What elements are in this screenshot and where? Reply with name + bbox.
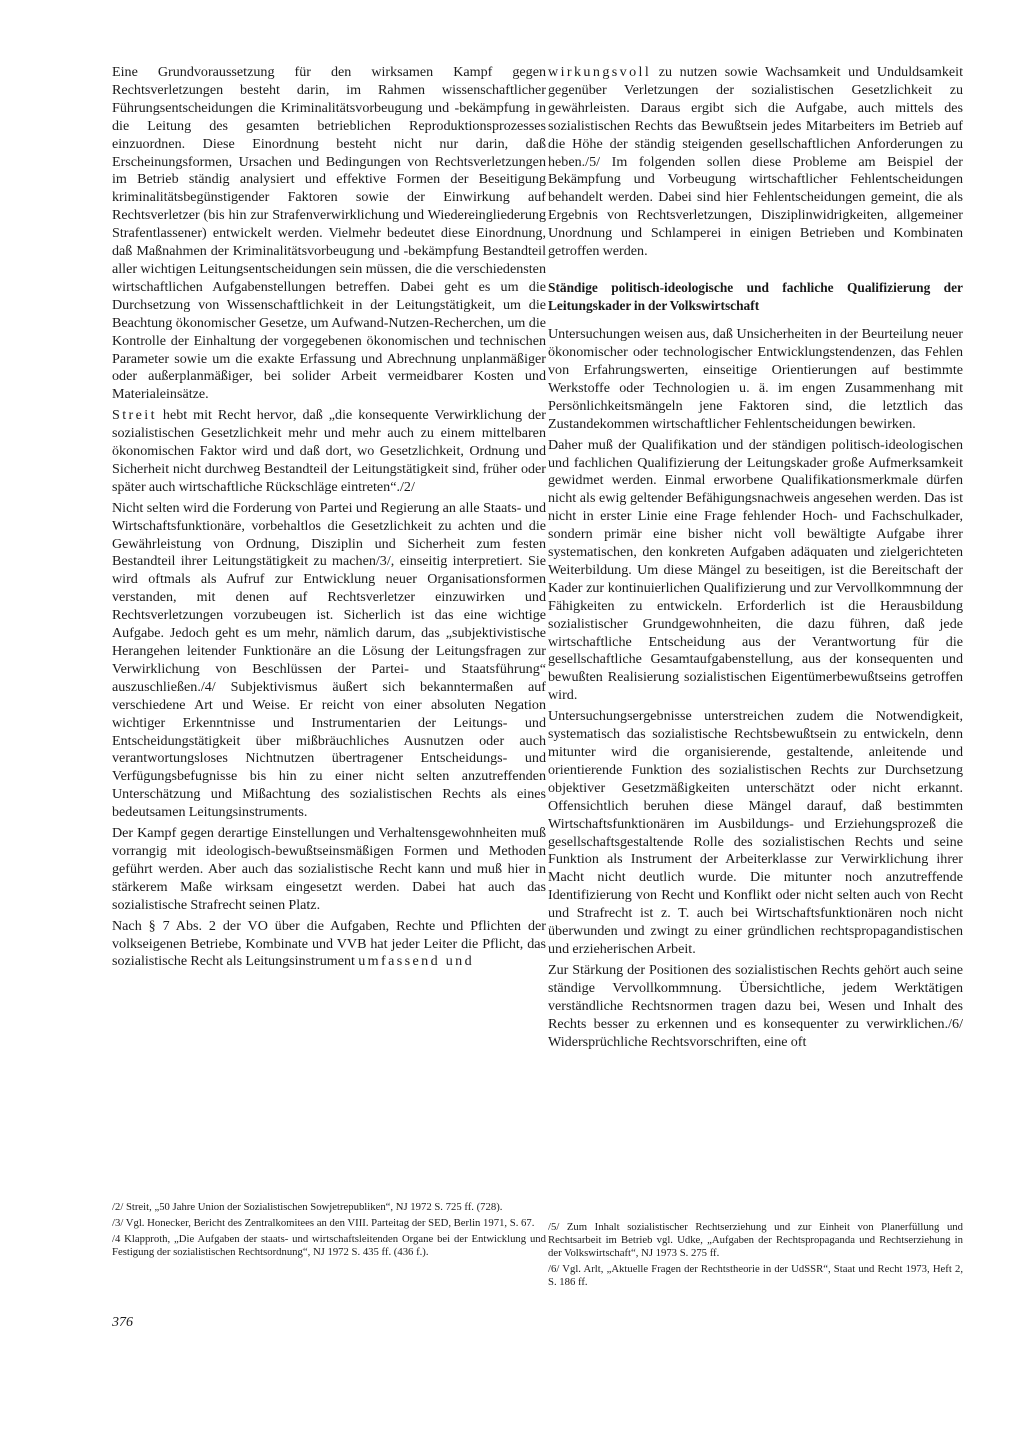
footnote: /4 Klapproth, „Die Aufgaben der staats- und wirtschaftsleitenden Organe bei der Entwicklung und Festigung der sozialistischen Rechtsordnung“, NJ 1972 S. 435 ff. (436 f.). bbox=[112, 1232, 546, 1258]
paragraph bbox=[548, 64, 963, 261]
footnote: /3/ Vgl. Honecker, Bericht des Zentralkomitees an den VIII. Parteitag der SED, Berlin 1971, S. 67. bbox=[112, 1216, 535, 1229]
paragraph: Untersuchungsergebnisse unterstreichen zudem die Notwendigkeit, systematisch das sozialistische Rechtsbewußtsein zu entwickeln, denn mitunter wird die organisierende, gestaltende, anleitende und orientierende Funktion des sozialistischen Rechts zur Durchsetzung objektiver Gesetzmäßigkeiten unterschätzt oder nicht erkannt. Offensichtlich beruhen diese Mängel darauf, daß bestimmten Wirtschaftsfunktionären im Ausbildungs- und Erziehungsprozeß die gesellschaftsgestaltende Rolle des sozialistischen Rechts und seine Funktion als Instrument der Arbeiterklasse zur Verwirklichung ihrer Macht nicht deutlich wurde. Die mitunter noch anzutreffende Identifizierung von Recht und Konflikt oder nicht selten auch von Recht und Strafrecht ist z. T. auch bei Wirtschaftsfunktionären noch nicht überwunden und zwingt zu einer gründlichen rechtspropagandistischen und erzieherischen Arbeit. bbox=[548, 708, 963, 957]
page-number: 376 bbox=[112, 1315, 133, 1330]
spaced-author-name: Streit bbox=[112, 407, 157, 424]
footnote: /2/ Streit, „50 Jahre Union der Sozialistischen Sowjetrepubliken“, NJ 1972 S. 725 ff. (728). bbox=[112, 1201, 503, 1213]
footnotes-left bbox=[112, 1201, 546, 1262]
paragraph: Daher muß der Qualifikation und der ständigen politisch-ideologischen und fachlichen Qualifizierung der Leitungskader große Aufmerksamkeit gewidmet werden. Einmal erworbene Qualifikationsmerkmale dürfen nicht als ewig geltender Befähigungsnachweis angesehen werden. Das ist nicht in erster Linie eine Frage fehlender Hoch- und Fachschulkader, sondern primär eine bisher nicht voll bewältigte Aufgabe ihrer systematischen, den konkreten Aufgaben adäquaten und zielgerichteten Weiterbildung. Um diese Mängel zu beseitigen, ist die Bereitschaft der Kader zur kontinuierlichen Qualifizierung und zur Vervollkommnung der Fähigkeiten zu entwickeln. Erforderlich ist die Herausbildung sozialistischer Grundgewohnheiten, die dazu führen, daß jede wirtschaftliche Entscheidung aus der Verantwortung für die gesellschaftliche Gesamtaufgabenstellung, aus der konsequenten und bewußten Realisierung sozialistischen Eigentümerbewußtseins getroffen wird. bbox=[548, 436, 963, 704]
footnote: /6/ Vgl. Arlt, „Aktuelle Fragen der Rechtstheorie in der UdSSR“, Staat und Recht 1973, Heft 2, S. 186 ff. bbox=[548, 1262, 963, 1288]
spaced-emphasis: wirkungsvoll bbox=[548, 64, 652, 80]
paragraph: Eine Grundvoraussetzung für den wirksamen Kampf gegen Rechtsverletzungen besteht darin, im Rahmen wissenschaftlicher Führungsentscheidungen die Kriminalitätsvorbeugung und -bekämpfung in die Leitung des gesamten betrieblichen Reproduktionsprozesses einzuordnen. Diese Einordnung besteht nicht nur darin, daß Erscheinungsformen, Ursachen und Bedingungen von Rechtsverletzungen im Betrieb ständig analysiert und effektive Formen der Beseitigung kriminalitätsbegünstigender Faktoren sowie der Einwirkung auf Rechtsverletzer (bis hin zur Strafenverwirklichung und Wiedereingliederung Strafentlassener) entwickelt werden. Vielmehr bedeutet diese Einordnung, daß Maßnahmen der Kriminalitätsvorbeugung und -bekämpfung Bestandteil aller wichtigen Leitungsentscheidungen sein müssen, die die verschiedensten wirtschaftlichen Aufgabenstellungen betreffen. Dabei geht es um die Durchsetzung von Wissenschaftlichkeit in der Leitungstätigkeit, um die Beachtung ökonomischer Gesetze, um Aufwand-Nutzen-Recherchen, um die Kontrolle der Einhaltung der vorgegebenen ökonomischen und technischen Parameter sowie um die exakte Erfassung und Abrechnung unplanmäßiger oder außerplanmäßiger, bei solider Arbeit vermeidbarer Kosten und Materialeinsätze. bbox=[112, 64, 546, 403]
paragraph: Der Kampf gegen derartige Einstellungen und Verhaltensgewohnheiten muß vorrangig mit ideologisch-bewußtseinsmäßigen Formen und Methoden geführt werden. Aber auch das sozialistische Recht kann und muß hier in stärkerem Maße wirksam eingesetzt werden. Dabei hat auch das sozialistische Strafrecht seinen Platz. bbox=[112, 825, 546, 913]
footnotes-right bbox=[548, 1221, 963, 1292]
section-heading: Ständige politisch-ideologische und fachliche Qualifizierung der Leitungskader in der Volkswirtschaft bbox=[548, 279, 963, 313]
left-column bbox=[112, 64, 546, 974]
paragraph-text: Nach § 7 Abs. 2 der VO über die Aufgaben, Rechte und Pflichten der volkseigenen Betriebe, Kombinate und VVB hat jeder Leiter die Pflicht, das sozialistische Recht als Leitungsinstrument bbox=[112, 917, 546, 970]
right-column bbox=[548, 64, 963, 1054]
footnote: /5/ Zum Inhalt sozialistischer Rechtserziehung und zur Einheit von Planerfüllung und Rechtsarbeit im Betrieb vgl. Udke, „Aufgaben der Rechtspropaganda und Rechtserziehung in der Volkswirtschaft“, NJ 1973 S. 275 ff. bbox=[548, 1221, 963, 1259]
paragraph bbox=[112, 918, 546, 972]
paragraph-text: zu nutzen sowie Wachsamkeit und Unduldsamkeit gegenüber Verletzungen der sozialistischen Gesetzlichkeit zu gewährleisten. Daraus ergibt sich die Aufgabe, auch mittels des sozialistischen Rechts das Bewußtsein jedes Mitarbeiters im Betrieb auf die Höhe der ständig steigenden gesellschaftlichen Anforderungen zu heben./5/ Im folgenden sollen diese Probleme am Beispiel der Bekämpfung und Vorbeugung wirtschaftlicher Fehlentscheidungen behandelt werden. Dabei sind hier Fehlentscheidungen gemeint, die als Ergebnis von Rechtsverletzungen, Disziplinwidrigkeiten, allgemeiner Unordnung und Schlamperei in einigen Betrieben und Kombinaten getroffen werden. bbox=[548, 64, 963, 260]
paragraph: Untersuchungen weisen aus, daß Unsicherheiten in der Beurteilung neuer ökonomischer oder technologischer Entwicklungstendenzen, das Fehlen von Erfahrungswerten, einseitige Orientierungen auf bestimmte Werkstoffe oder Technologien u. ä. im engen Zusammenhang mit Persönlichkeitsmängeln jene Faktoren sind, die letztlich das Zustandekommen wirtschaftlicher Fehlentscheidungen bewirken. bbox=[548, 326, 963, 432]
paragraph: Nicht selten wird die Forderung von Partei und Regierung an alle Staats- und Wirtschaftsfunktionäre, vorbehaltlos die Gesetzlichkeit zu achten und die Gewährleistung von Ordnung, Disziplin und Sicherheit zum festen Bestandteil ihrer Leitungstätigkeit zu machen/3/, einseitig interpretiert. Sie wird oftmals als Aufruf zur Entwicklung neuer Organisationsformen verstanden, mit denen auf Rechtsverletzer einzuwirken und Rechtsverletzungen vorzubeugen ist. Sicherlich ist das eine wichtige Aufgabe. Jedoch geht es um mehr, nämlich darum, das „subjektivistische Herangehen leitender Funktionäre an die Lösung der Leitungsfragen zur Verwirklichung von Beschlüssen der Partei- und Staatsführung“ auszuschließen./4/ Subjektivismus äußert sich bekanntermaßen auf verschiedene Art und Weise. Er reicht von einer absoluten Negation wichtiger Erkenntnisse und Instrumentarien der Leitungs- und Entscheidungstätigkeit über mißbräuchliches Ausnutzen oder auch verantwortungsloses Nichtnutzen übertragener Entscheidungs- und Verfügungsbefugnisse bis hin zu einer nicht selten anzutreffenden Unterschätzung und Mißachtung des sozialistischen Rechts als eines bedeutsamen Leitungsinstruments. bbox=[112, 499, 546, 821]
paragraph bbox=[112, 407, 546, 497]
spaced-emphasis: umfassend und bbox=[358, 953, 475, 970]
paragraph-text: hebt mit Recht hervor, daß „die konsequente Verwirklichung der sozialistischen Gesetzlichkeit mehr und mehr auch zu einem mittelbaren ökonomischen Faktor wird und daß dort, wo Gesetzlichkeit, Ordnung und Sicherheit nicht durchweg Bestandteil der Leitungstätigkeit sind, früher oder später auch wirtschaftliche Rückschläge eintreten“./2/ bbox=[112, 407, 546, 495]
paragraph: Zur Stärkung der Positionen des sozialistischen Rechts gehört auch seine ständige Vervollkommnung. Übersichtliche, jedem Werktätigen verständliche Rechtsnormen tragen dazu bei, Wesen und Inhalt des Rechts besser zu erkennen und es konsequenter zu verwirklichen./6/ Widersprüchliche Rechtsvorschriften, eine oft bbox=[548, 961, 963, 1050]
